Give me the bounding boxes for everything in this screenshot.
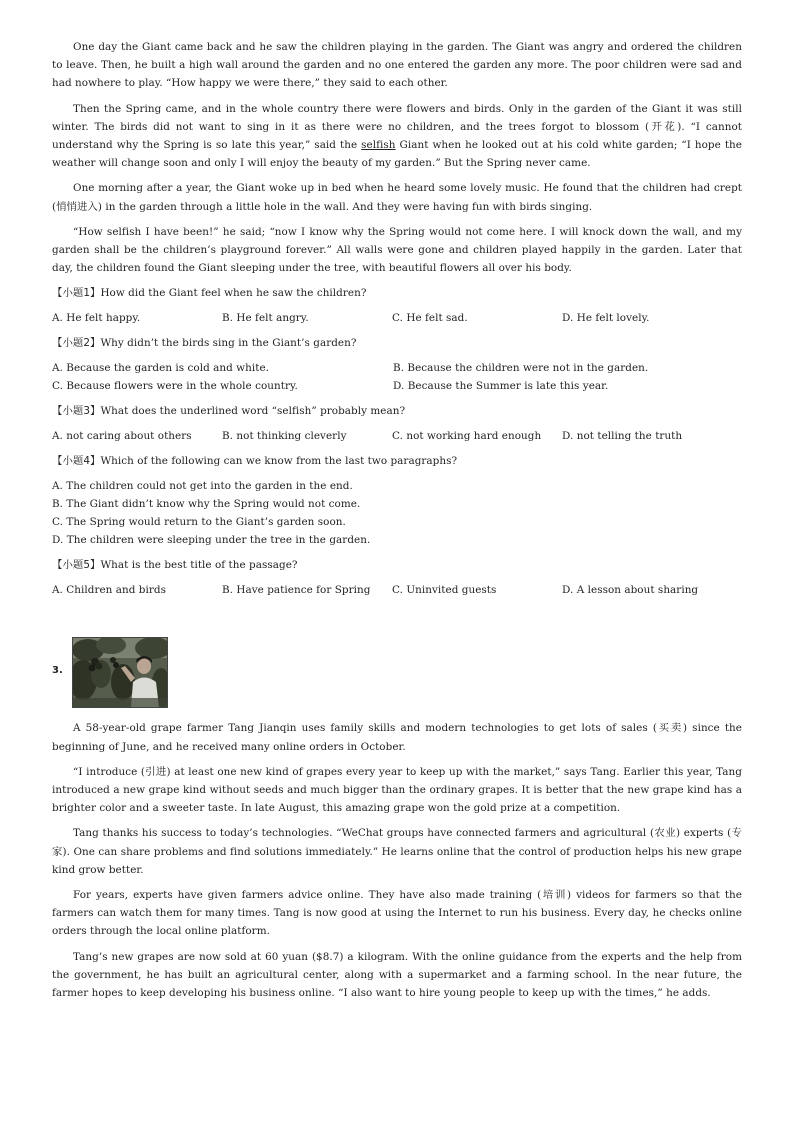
section3-paragraph-3: Tang thanks his success to today’s technologies. “WeChat groups have connected farmers and agricultural (农业) experts (专家). One can share problems and find solutions immediately.” He learns online that the control of production helps his new grape kind grow better. — [52, 827, 742, 876]
option-b[interactable]: B. He felt angry. — [222, 312, 309, 325]
question-tag: 【小题2】 — [52, 337, 101, 350]
farmer-grape-photo — [72, 637, 168, 708]
question-text: Which of the following can we know from the last two paragraphs? — [100, 455, 458, 468]
passage1-paragraph-4: “How selfish I have been!” he said; “now I know why the Spring would not come here. I will knock down the wall, and my garden shall be the children’s playground forever.” All walls were gone and children played happily in the garden. Later that day, the children found the Giant sleeping under the tree, with beautiful flowers all over his body. — [52, 225, 742, 275]
option-c[interactable]: C. Because flowers were in the whole country. — [52, 380, 298, 393]
option-c[interactable]: C. Uninvited guests — [392, 584, 497, 597]
question-1 — [52, 284, 742, 302]
document-page — [52, 38, 742, 1009]
option-c[interactable]: C. The Spring would return to the Giant’s garden soon. — [52, 516, 346, 529]
section3-paragraph-1: A 58-year-old grape farmer Tang Jianqin uses family skills and modern technologies to get lots of sales (买卖) since the beginning of June, and he received many online orders in October. — [52, 722, 742, 753]
option-a[interactable]: A. Because the garden is cold and white. — [52, 362, 270, 375]
option-d[interactable]: D. A lesson about sharing — [562, 584, 699, 597]
option-d[interactable]: D. Because the Summer is late this year. — [393, 380, 609, 393]
option-d[interactable]: D. The children were sleeping under the tree in the garden. — [52, 534, 371, 547]
option-b[interactable]: B. Because the children were not in the garden. — [393, 362, 649, 375]
question-text: What is the best title of the passage? — [100, 559, 298, 572]
section-3-header — [52, 637, 742, 713]
option-c[interactable]: C. He felt sad. — [392, 312, 468, 325]
farmer-photo-image — [73, 638, 167, 707]
underlined-word-selfish: selfish — [361, 139, 396, 152]
question-5 — [52, 556, 742, 574]
section-number: 3. — [52, 665, 63, 677]
question-4-options — [52, 477, 742, 549]
question-4 — [52, 452, 742, 470]
p2-text-before: Then the Spring came, and in the whole country there were flowers and birds. Only in the garden of the Giant it was still winter. The birds did not want to sing in it as there were no children, and the trees forgot to blossom (开花). “I cannot understand why the Spring is so late this year,” said the — [52, 102, 742, 152]
question-tag: 【小题4】 — [52, 455, 101, 468]
question-1-options — [52, 309, 742, 327]
question-5-options — [52, 581, 742, 599]
question-tag: 【小题5】 — [52, 559, 101, 572]
question-tag: 【小题3】 — [52, 405, 101, 418]
option-b[interactable]: B. Have patience for Spring — [222, 584, 371, 597]
question-text: Why didn’t the birds sing in the Giant’s garden? — [100, 337, 357, 350]
option-b[interactable]: B. The Giant didn’t know why the Spring would not come. — [52, 498, 361, 511]
option-a[interactable]: A. The children could not get into the garden in the end. — [52, 480, 353, 493]
option-a[interactable]: A. not caring about others — [52, 430, 192, 443]
option-c[interactable]: C. not working hard enough — [392, 430, 542, 443]
passage1-paragraph-1: One day the Giant came back and he saw the children playing in the garden. The Giant was angry and ordered the children to leave. Then, he built a high wall around the garden and no one entered the garden any more. The poor children were sad and had nowhere to play. “How happy we were there,” they said to each other. — [52, 41, 742, 90]
passage1-paragraph-2 — [52, 100, 742, 173]
question-text: How did the Giant feel when he saw the children? — [100, 287, 367, 300]
option-a[interactable]: A. Children and birds — [52, 584, 166, 597]
section3-paragraph-2: “I introduce (引进) at least one new kind of grapes every year to keep up with the market,” says Tang. Earlier this year, Tang introduced a new grape kind without seeds and much bigger than the ordinary grapes. It is better that the new grape kind has a brighter color and a sweeter taste. In late August, this amazing grape won the gold prize at a competition. — [52, 765, 742, 815]
option-a[interactable]: A. He felt happy. — [52, 312, 141, 325]
p2-text-after: Giant when he looked out at his cold white garden; “I hope the weather will change soon and only I will enjoy the beauty of my garden.” But the Spring never came. — [52, 139, 742, 170]
question-tag: 【小题1】 — [52, 287, 101, 300]
section3-paragraph-5: Tang’s new grapes are now sold at 60 yuan ($8.7) a kilogram. With the online guidance from the experts and the help from the government, he has built an agricultural center, along with a supermarket and a farming school. In the near future, the farmer hopes to keep developing his business online. “I also want to hire young people to keep up with the times,” he adds. — [52, 950, 742, 1000]
section3-paragraph-4: For years, experts have given farmers advice online. They have also made training (培训) videos for farmers so that the farmers can watch them for many times. Tang is now good at using the Internet to run his business. Every day, he checks online orders through the local online platform. — [52, 889, 742, 938]
question-3 — [52, 402, 742, 420]
option-b[interactable]: B. not thinking cleverly — [222, 430, 347, 443]
question-2 — [52, 334, 742, 352]
question-3-options — [52, 427, 742, 445]
option-d[interactable]: D. He felt lovely. — [562, 312, 650, 325]
option-d[interactable]: D. not telling the truth — [562, 430, 683, 443]
question-2-options — [52, 359, 742, 395]
passage1-paragraph-3: One morning after a year, the Giant woke up in bed when he heard some lovely music. He found that the children had crept (悄悄进入) in the garden through a little hole in the wall. And they were having fun with birds singing. — [52, 182, 742, 213]
question-text: What does the underlined word “selfish” probably mean? — [100, 405, 406, 418]
